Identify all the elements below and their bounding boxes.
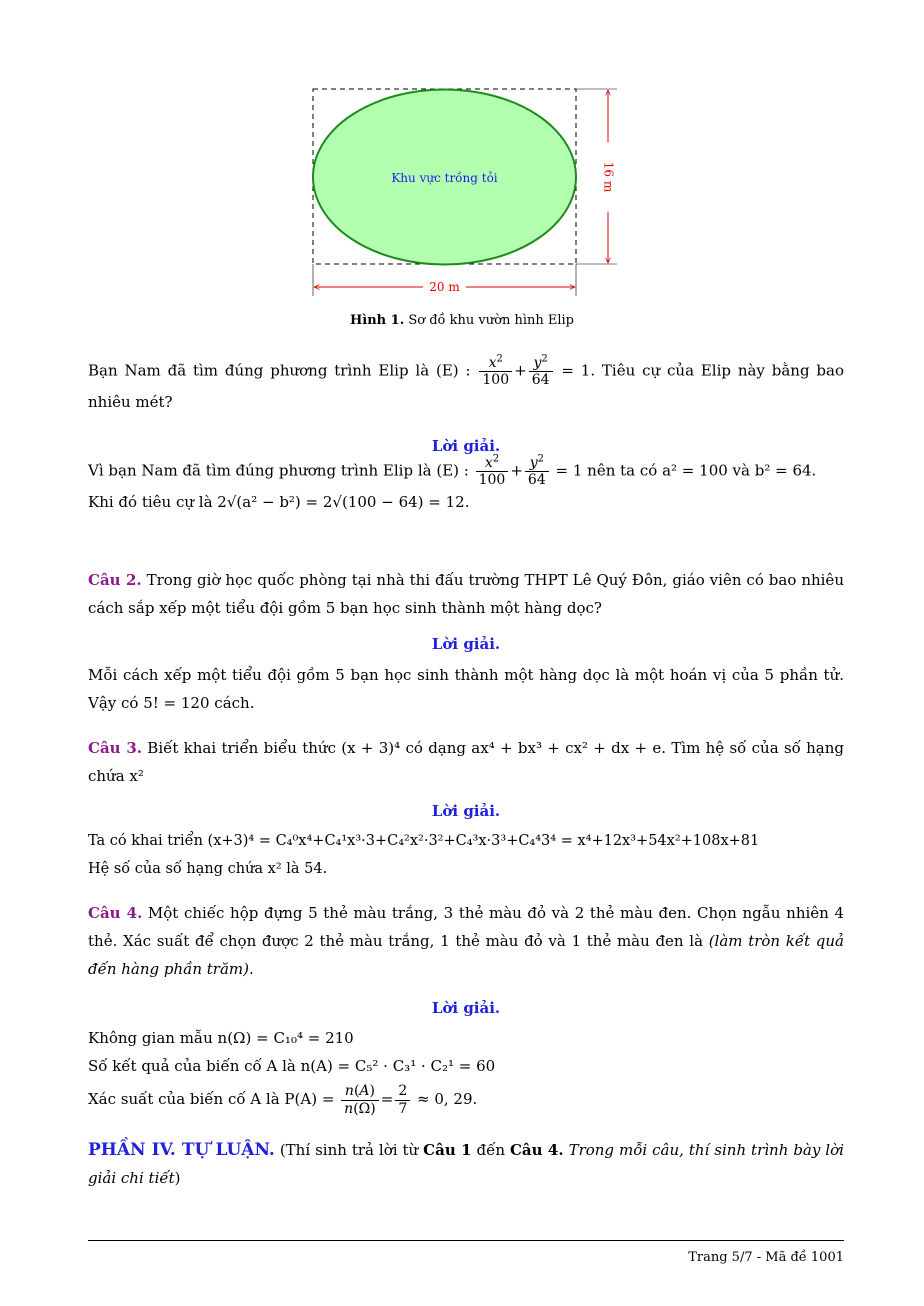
- q3-text: Biết khai triển biểu thức (x + 3)⁴ có dạng ax⁴ + bx³ + cx² + dx + e. Tìm hệ số của số hạng chứa x²: [88, 739, 844, 785]
- ellipse-label: Khu vực trồng tỏi: [391, 171, 498, 185]
- q1-solution-title: Lời giải.: [431, 437, 501, 455]
- q1-sol-text-a: Vì bạn Nam đã tìm đúng phương trình Elip là (E) :: [88, 461, 469, 480]
- q4-solution-title: Lời giải.: [431, 999, 501, 1017]
- q2-solution-title: Lời giải.: [431, 635, 501, 653]
- q4-solution: [88, 1024, 844, 1118]
- part4-text-a: (Thí sinh trả lời từ: [279, 1141, 419, 1159]
- q4-solution-line1: Không gian mẫu n(Ω) = C₁₀⁴ = 210: [88, 1029, 354, 1047]
- part4-title: PHẦN IV. TỰ LUẬN.: [88, 1140, 275, 1160]
- caption-number: Hình 1.: [350, 313, 405, 328]
- part4-cau1: Câu 1: [423, 1141, 472, 1159]
- q4-text-italic: (làm tròn kết quả đến hàng phần trăm).: [88, 932, 844, 978]
- q4-solution-line3: Xác suất của biến cố A là P(A) = $\frac{n(A)}{n(\Omega)}$ = $\frac{2}{7}$ ≈ 0, 29.: [88, 1083, 478, 1117]
- q2-question: [88, 566, 844, 622]
- q4-text: Một chiếc hộp đựng 5 thẻ màu trắng, 3 thẻ màu đỏ và 2 thẻ màu đen. Chọn ngẫu nhiên 4 thẻ. Xác suất để chọn được 2 thẻ màu trắng, 1 thẻ màu đỏ và 1 thẻ màu đen là: [88, 904, 844, 950]
- page-footer: Trang 5/7 - Mã đề 1001: [688, 1250, 844, 1265]
- fraction-y2-64: $\frac{y^2}{64}$: [525, 455, 549, 488]
- part4-text-b: đến: [476, 1141, 506, 1159]
- fraction-x2-100: $\frac{x^2}{100}$: [476, 455, 509, 488]
- ellipse-garden-diagram: [295, 80, 635, 320]
- height-label: 16 m: [601, 161, 616, 193]
- q4-solution-line2: Số kết quả của biến cố A là n(A) = C₅² · C₃¹ · C₂¹ = 60: [88, 1057, 496, 1075]
- q2-label: Câu 2.: [88, 571, 142, 589]
- q3-question: [88, 734, 844, 790]
- q1-solution-line1: Vì bạn Nam đã tìm đúng phương trình Elip là (E) : $\frac{x^2}{100}$ + $\frac{y^2}{64}$ = 1 nên ta có a² = 100 và b² = 64.: [88, 453, 817, 489]
- fraction-2-7: $\frac{2}{7}$: [395, 1083, 410, 1116]
- part4-cau4: Câu 4.: [509, 1141, 564, 1159]
- fraction-nA-nOmega: $\frac{n(A)}{n(\Omega)}$: [341, 1083, 379, 1116]
- q4-label: Câu 4.: [88, 904, 143, 922]
- part4-text-end: ): [174, 1169, 181, 1187]
- q1-solution-line2: Khi đó tiêu cự là 2√(a² − b²) = 2√(100 − 64) = 12.: [88, 493, 470, 512]
- q3-solution: [88, 827, 844, 883]
- part4-heading: [88, 1136, 844, 1192]
- figure-caption: [0, 313, 924, 328]
- q3-solution-line2: Hệ số của số hạng chứa x² là 54.: [88, 861, 328, 877]
- fraction-x2-100: $\frac{x^2}{100}$: [479, 355, 512, 388]
- q3-solution-title: Lời giải.: [431, 802, 501, 820]
- q4-sol-text-a: Xác suất của biến cố A là P(A) =: [88, 1090, 335, 1108]
- part4-text-italic: Trong mỗi câu, thí sinh trình bày lời giải chi tiết: [88, 1141, 844, 1187]
- width-label: 20 m: [429, 280, 460, 294]
- footer-rule: [88, 1240, 844, 1241]
- q1-solution: [88, 455, 844, 516]
- fraction-y2-64: $\frac{y^2}{64}$: [529, 355, 553, 388]
- q2-solution: Mỗi cách xếp một tiểu đội gồm 5 bạn học sinh thành một hàng dọc là một hoán vị của 5 phần tử. Vậy có 5! = 120 cách.: [88, 666, 844, 712]
- q4-sol-text-b: ≈ 0, 29.: [417, 1090, 478, 1108]
- q3-solution-line1: Ta có khai triển (x+3)⁴ = C₄⁰x⁴+C₄¹x³·3+C₄²x²·3²+C₄³x·3³+C₄⁴3⁴ = x⁴+12x³+54x²+108x+81: [88, 833, 760, 849]
- q1-sol-text-b: = 1 nên ta có a² = 100 và b² = 64.: [555, 461, 817, 480]
- q2-text: Trong giờ học quốc phòng tại nhà thi đấu trường THPT Lê Quý Đôn, giáo viên có bao nhiêu cách sắp xếp một tiểu đội gồm 5 bạn học sinh thành một hàng dọc?: [88, 571, 844, 617]
- caption-text: Sơ đồ khu vườn hình Elip: [408, 313, 574, 328]
- q3-label: Câu 3.: [88, 739, 142, 757]
- q1-text-b: = 1. Tiêu cự của Elip này bằng bao nhiêu mét?: [88, 361, 844, 412]
- q4-question: [88, 899, 844, 983]
- q1-question: Bạn Nam đã tìm đúng phương trình Elip là (E) : $\frac{x^2}{100}$ + $\frac{y^2}{64}$ = 1. Tiêu cự của Elip này bằng bao nhiêu mét?: [88, 353, 844, 412]
- q1-text-a: Bạn Nam đã tìm đúng phương trình Elip là (E) :: [88, 361, 471, 380]
